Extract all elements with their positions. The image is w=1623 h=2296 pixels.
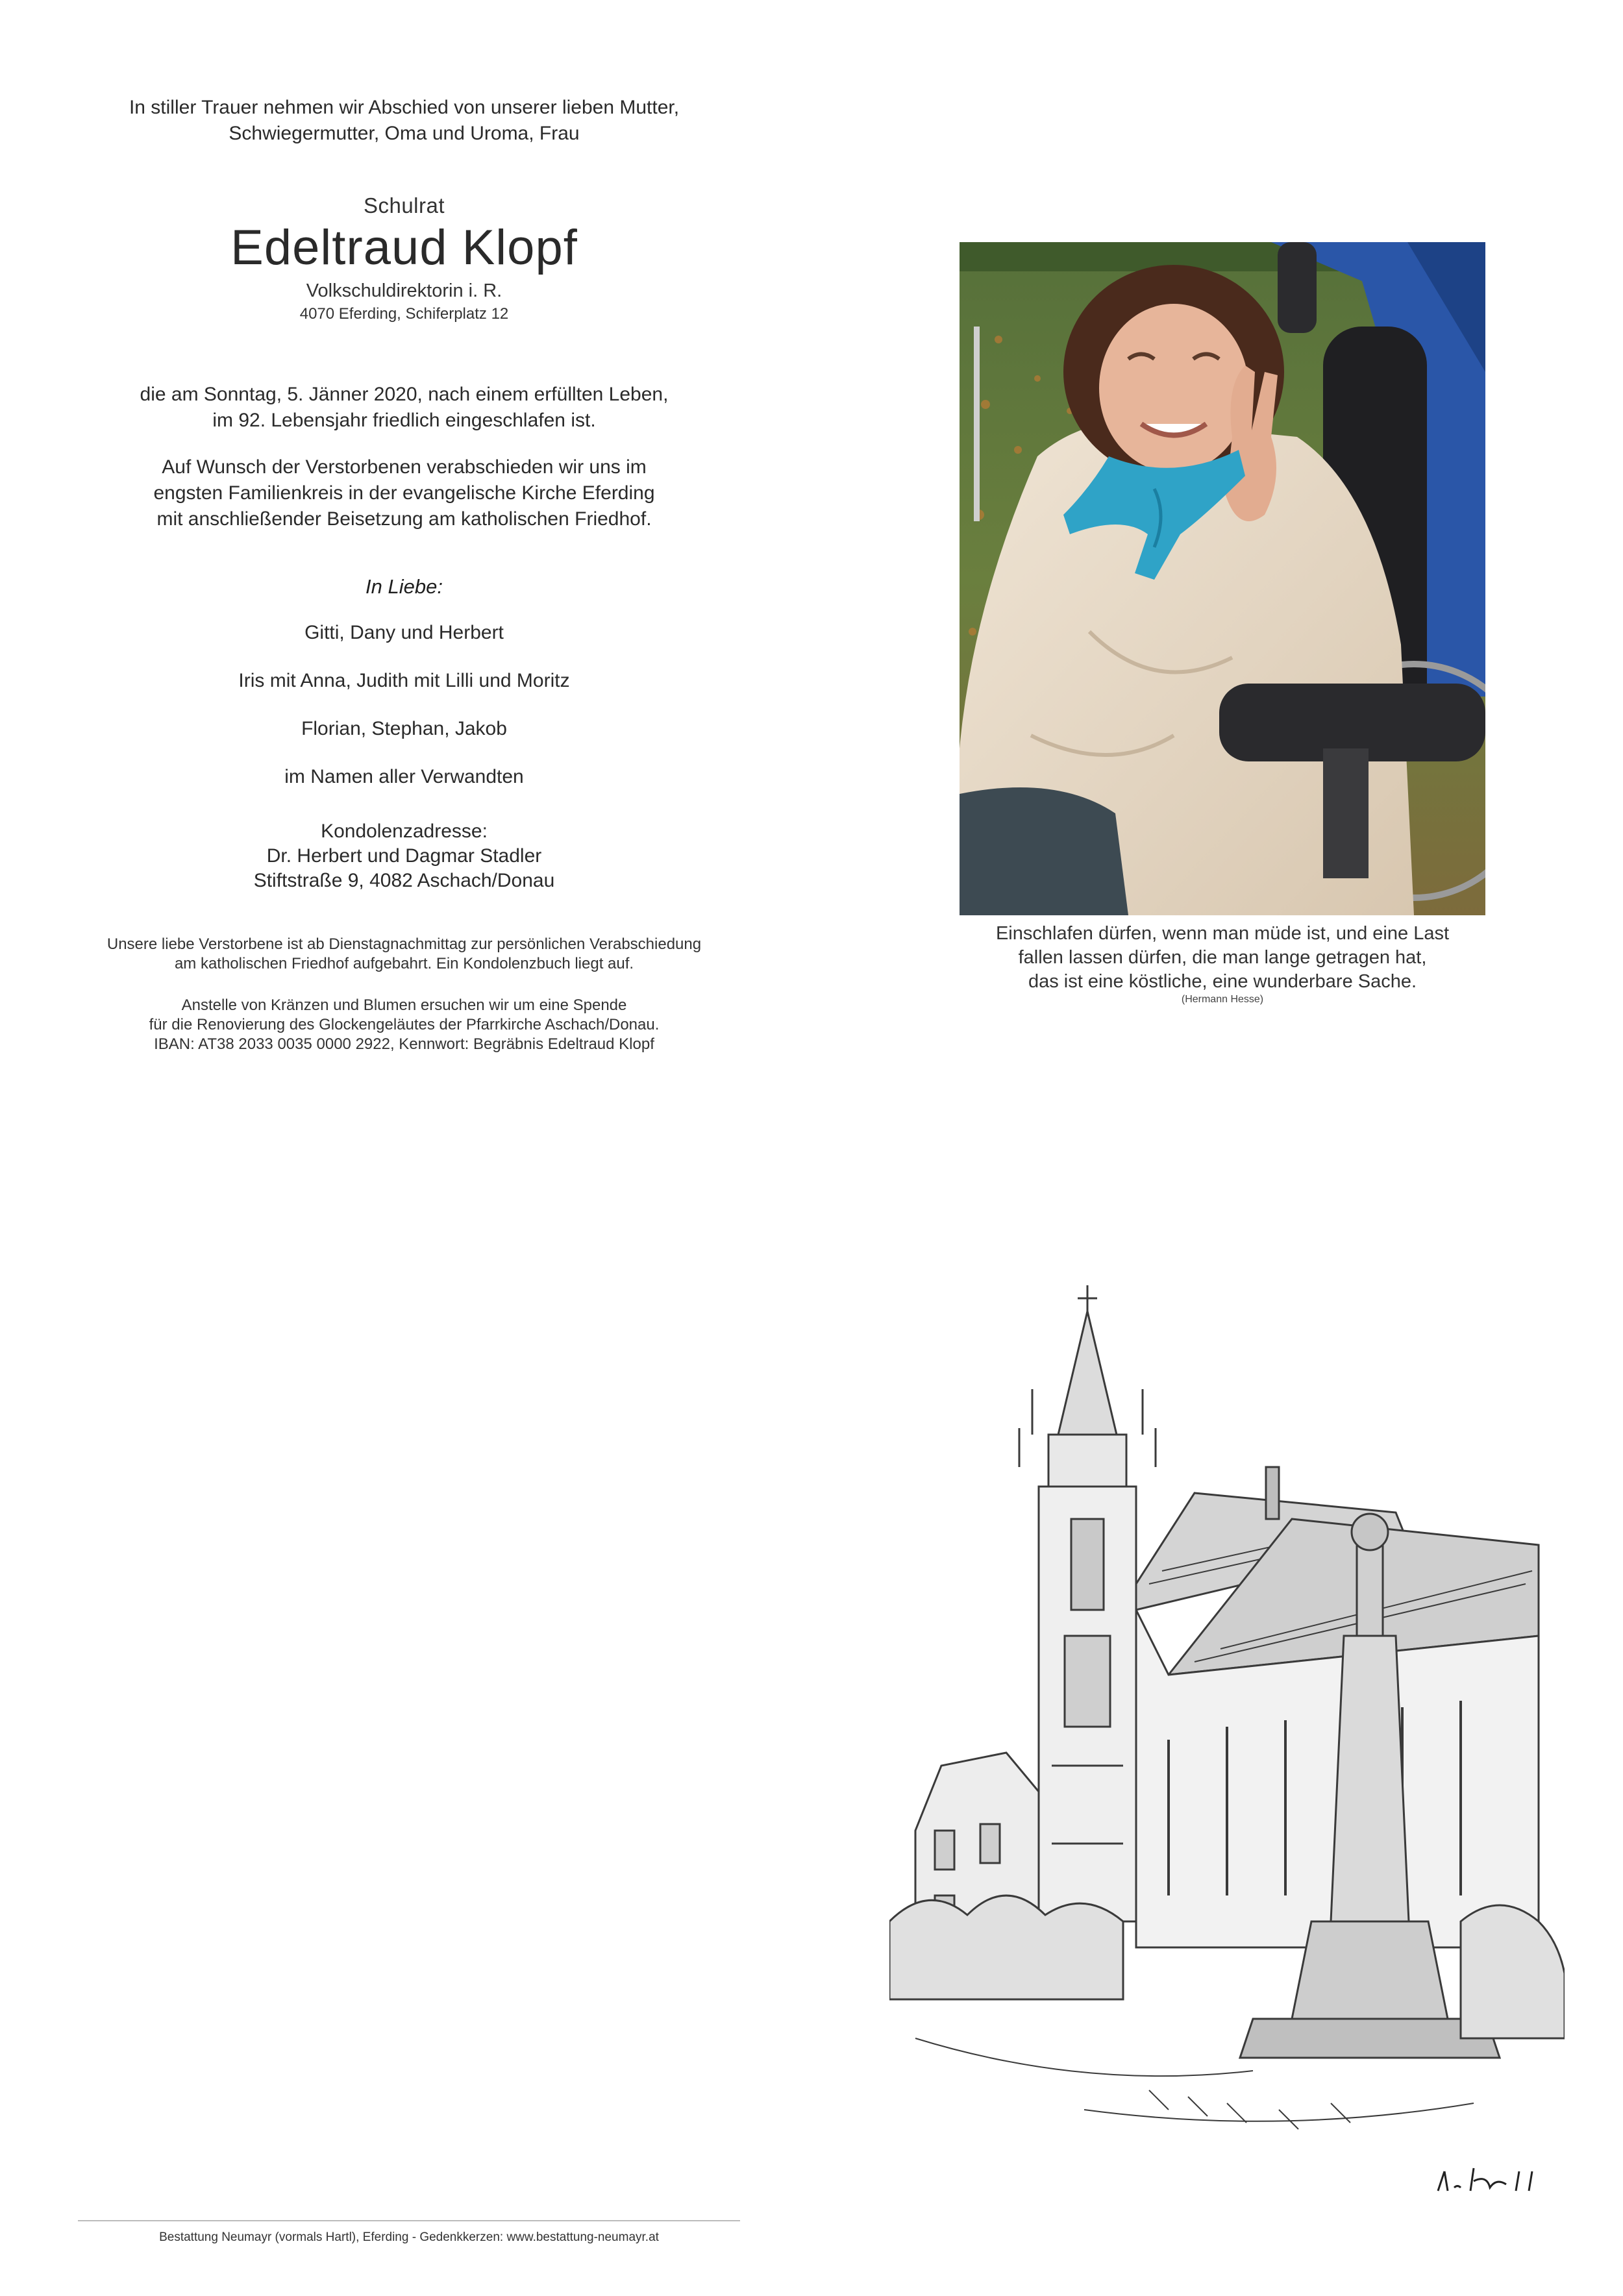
deceased-address: 4070 Eferding, Schiferplatz 12 <box>299 305 509 323</box>
mourner-group: Gitti, Dany und Herbert <box>304 622 504 643</box>
quote-author: (Hermann Hesse) <box>1181 994 1264 1005</box>
portrait-illustration <box>960 242 1485 915</box>
donation-line: Anstelle von Kränzen und Blumen ersuchen wir um eine Spende <box>181 996 627 1014</box>
ceremony-line: Auf Wunsch der Verstorbenen verabschieden wir uns im <box>162 456 647 478</box>
signature-scribble <box>1435 2162 1545 2201</box>
mourner-group: im Namen aller Verwandten <box>284 766 524 787</box>
condolence-label: Kondolenzadresse: <box>321 821 488 842</box>
viewing-line: am katholischen Friedhof aufgebahrt. Ein Kondolenzbuch liegt auf. <box>174 955 634 972</box>
church-drawing <box>889 1272 1565 2207</box>
condolence-street: Stiftstraße 9, 4082 Aschach/Donau <box>253 870 555 891</box>
quote-line: das ist eine köstliche, eine wunderbare Sache. <box>1028 971 1417 992</box>
ceremony-line: mit anschließender Beisetzung am katholischen Friedhof. <box>156 508 652 530</box>
donation-line: für die Renovierung des Glockengeläutes der Pfarrkirche Aschach/Donau. <box>149 1016 660 1033</box>
viewing-notice <box>71 935 737 974</box>
artist-signature <box>1435 2162 1545 2204</box>
ceremony-notice <box>71 454 737 532</box>
church-sketch <box>889 1272 1565 2207</box>
quote-line: Einschlafen dürfen, wenn man müde ist, und eine Last <box>995 923 1450 944</box>
condolence-name: Dr. Herbert und Dagmar Stadler <box>266 845 542 867</box>
intro-line: Schwiegermutter, Oma und Uroma, Frau <box>229 123 580 144</box>
mourner-group: Florian, Stephan, Jakob <box>301 718 507 739</box>
footer-text: Bestattung Neumayr (vormals Hartl), Eferding - Gedenkkerzen: www.bestattung-neumayr.at <box>159 2230 659 2244</box>
memorial-quote <box>960 922 1485 994</box>
title-prefix: Schulrat <box>363 193 445 217</box>
death-notice <box>71 382 737 434</box>
footer-divider <box>78 2220 740 2221</box>
mourners-heading: In Liebe: <box>365 575 443 598</box>
donation-notice <box>71 996 737 1054</box>
donation-line: IBAN: AT38 2033 0035 0000 2922, Kennwort: Begräbnis Edeltraud Klopf <box>154 1035 654 1053</box>
death-notice-line: die am Sonntag, 5. Jänner 2020, nach einem erfüllten Leben, <box>140 384 669 405</box>
death-notice-line: im 92. Lebensjahr friedlich eingeschlafen ist. <box>212 410 596 431</box>
deceased-role: Volkschuldirektorin i. R. <box>306 280 502 301</box>
ceremony-line: engsten Familienkreis in der evangelische Kirche Eferding <box>153 482 655 504</box>
condolence-address <box>71 819 737 893</box>
viewing-line: Unsere liebe Verstorbene ist ab Dienstagnachmittag zur persönlichen Verabschiedung <box>106 935 702 953</box>
mourner-group: Iris mit Anna, Judith mit Lilli und Moritz <box>238 670 570 691</box>
intro-line: In stiller Trauer nehmen wir Abschied von unserer lieben Mutter, <box>129 97 680 118</box>
portrait-photo <box>960 242 1485 915</box>
quote-line: fallen lassen dürfen, die man lange getragen hat, <box>1018 947 1427 968</box>
intro-text <box>71 95 737 147</box>
deceased-name: Edeltraud Klopf <box>230 220 578 275</box>
